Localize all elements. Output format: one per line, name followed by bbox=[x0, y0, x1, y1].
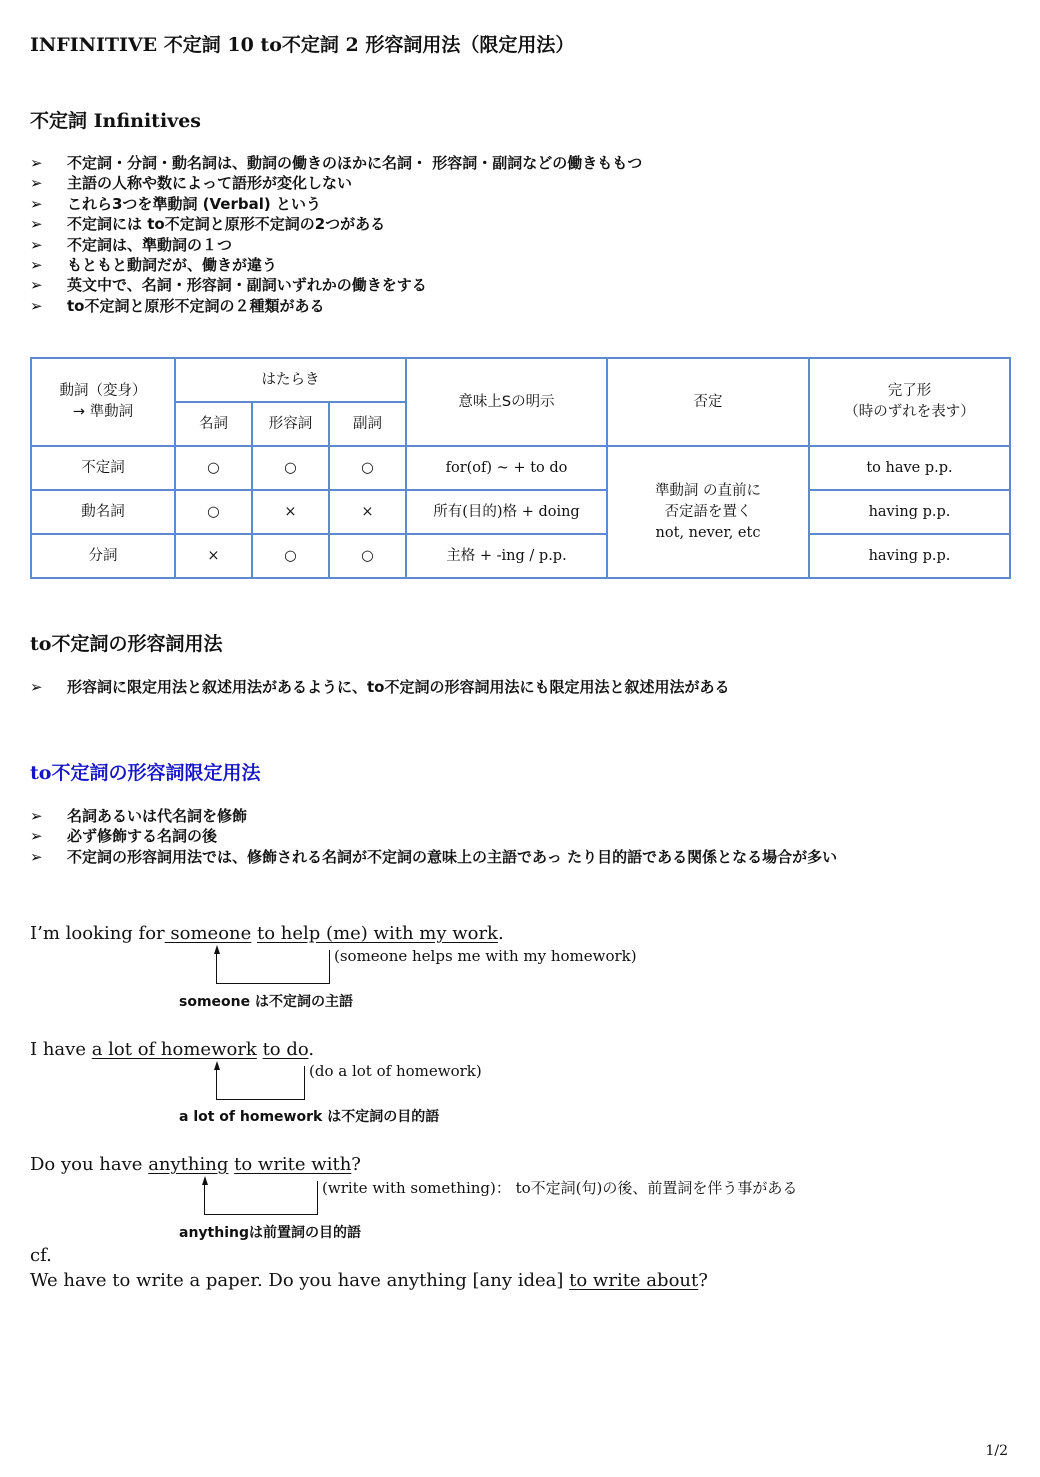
list-item: ➢ 不定詞・分詞・動名詞は、動詞の働きのほかに名詞・ 形容詞・副詞などの働きももつ bbox=[30, 153, 642, 173]
cell-negation: 準動詞 の直前に 否定語を置く not, never, etc bbox=[607, 446, 809, 578]
table-row bbox=[31, 490, 1010, 534]
example-sentence-3: Do you have anything to write with? bbox=[30, 1154, 361, 1175]
page-title: INFINITIVE 不定詞 10 to不定詞 2 形容詞用法（限定用法） bbox=[30, 34, 575, 56]
cell-subject: 主格 + -ing / p.p. bbox=[406, 534, 607, 578]
list-item: ➢ これら3つを準動詞 (Verbal) という bbox=[30, 194, 642, 214]
cell-adjective: ○ bbox=[252, 534, 329, 578]
list-item: ➢ 主語の人称や数によって語形が変化しない bbox=[30, 173, 642, 193]
list-item: ➢ 必ず修飾する名詞の後 bbox=[30, 826, 837, 846]
bracket-line bbox=[216, 950, 330, 984]
example-sentence-1: I’m looking for someone to help (me) with my work. bbox=[30, 923, 504, 944]
section-heading-adjective-usage: to不定詞の形容詞用法 bbox=[30, 633, 223, 655]
table-row bbox=[31, 534, 1010, 578]
header-hataraki: はたらき bbox=[175, 358, 406, 402]
cell-adverb: ○ bbox=[329, 446, 406, 490]
list-item: ➢ 不定詞には to不定詞と原形不定詞の2つがある bbox=[30, 214, 642, 234]
list-item: ➢ もともと動詞だが、働きが違う bbox=[30, 255, 642, 275]
section-heading-restrictive-usage: to不定詞の形容詞限定用法 bbox=[30, 762, 261, 784]
header-perfect: 完了形 （時のずれを表す） bbox=[809, 358, 1010, 446]
cell-noun: ○ bbox=[175, 446, 252, 490]
cell-subject: 所有(目的)格 + doing bbox=[406, 490, 607, 534]
cell-subject: for(of) ~ + to do bbox=[406, 446, 607, 490]
example-sentence-2: I have a lot of homework to do. bbox=[30, 1039, 315, 1060]
list-item: ➢ 形容詞に限定用法と叙述用法があるように、to不定詞の形容詞用法にも限定用法と叙述用法がある bbox=[30, 677, 729, 697]
row-name: 不定詞 bbox=[31, 446, 175, 490]
cell-perfect: having p.p. bbox=[809, 490, 1010, 534]
section-heading-infinitives: 不定詞 Infinitives bbox=[30, 110, 201, 132]
bracket-line bbox=[204, 1181, 318, 1215]
cell-noun: ○ bbox=[175, 490, 252, 534]
header-subject: 意味上Sの明示 bbox=[406, 358, 607, 446]
verbal-comparison-table bbox=[30, 357, 1011, 579]
example-explanation-3: anythingは前置詞の目的語 bbox=[179, 1225, 361, 1241]
cell-adverb: × bbox=[329, 490, 406, 534]
cell-perfect: to have p.p. bbox=[809, 446, 1010, 490]
example-explanation-2: a lot of homework は不定詞の目的語 bbox=[179, 1109, 440, 1125]
example-note-1: (someone helps me with my homework) bbox=[334, 947, 637, 965]
list-item: ➢ 名詞あるいは代名詞を修飾 bbox=[30, 806, 837, 826]
page-number: 1/2 bbox=[985, 1443, 1008, 1459]
example-explanation-1: someone は不定詞の主語 bbox=[179, 994, 353, 1010]
header-adjective: 形容詞 bbox=[252, 402, 329, 446]
arrow-up-icon bbox=[202, 1176, 208, 1185]
bullet-list-restrictive-usage bbox=[30, 806, 837, 867]
list-item: ➢ 不定詞は、準動詞の１つ bbox=[30, 235, 642, 255]
bracket-line bbox=[216, 1066, 305, 1100]
example-note-2: (do a lot of homework) bbox=[309, 1062, 482, 1080]
cell-adjective: ○ bbox=[252, 446, 329, 490]
row-name: 分詞 bbox=[31, 534, 175, 578]
example-note-3: (write with something)： to不定詞(句)の後、前置詞を伴う事がある bbox=[322, 1179, 798, 1197]
bullet-list-adjective-usage bbox=[30, 677, 729, 697]
arrow-up-icon bbox=[214, 945, 220, 954]
cell-noun: × bbox=[175, 534, 252, 578]
row-name: 動名詞 bbox=[31, 490, 175, 534]
list-item: ➢ to不定詞と原形不定詞の２種類がある bbox=[30, 296, 642, 316]
header-negation: 否定 bbox=[607, 358, 809, 446]
cf-label: cf. bbox=[30, 1245, 52, 1266]
table-row bbox=[31, 446, 1010, 490]
example-sentence-4: We have to write a paper. Do you have anything [any idea] to write about? bbox=[30, 1270, 708, 1291]
arrow-up-icon bbox=[214, 1061, 220, 1070]
list-item: ➢ 不定詞の形容詞用法では、修飾される名詞が不定詞の意味上の主語であっ たり目的語である関係となる場合が多い bbox=[30, 847, 837, 867]
header-adverb: 副詞 bbox=[329, 402, 406, 446]
cell-adverb: ○ bbox=[329, 534, 406, 578]
list-item: ➢ 英文中で、名詞・形容詞・副詞いずれかの働きをする bbox=[30, 275, 642, 295]
header-noun: 名詞 bbox=[175, 402, 252, 446]
header-verbal: 動詞（変身） → 準動詞 bbox=[31, 358, 175, 446]
cell-perfect: having p.p. bbox=[809, 534, 1010, 578]
bullet-list-infinitives bbox=[30, 153, 642, 316]
cell-adjective: × bbox=[252, 490, 329, 534]
